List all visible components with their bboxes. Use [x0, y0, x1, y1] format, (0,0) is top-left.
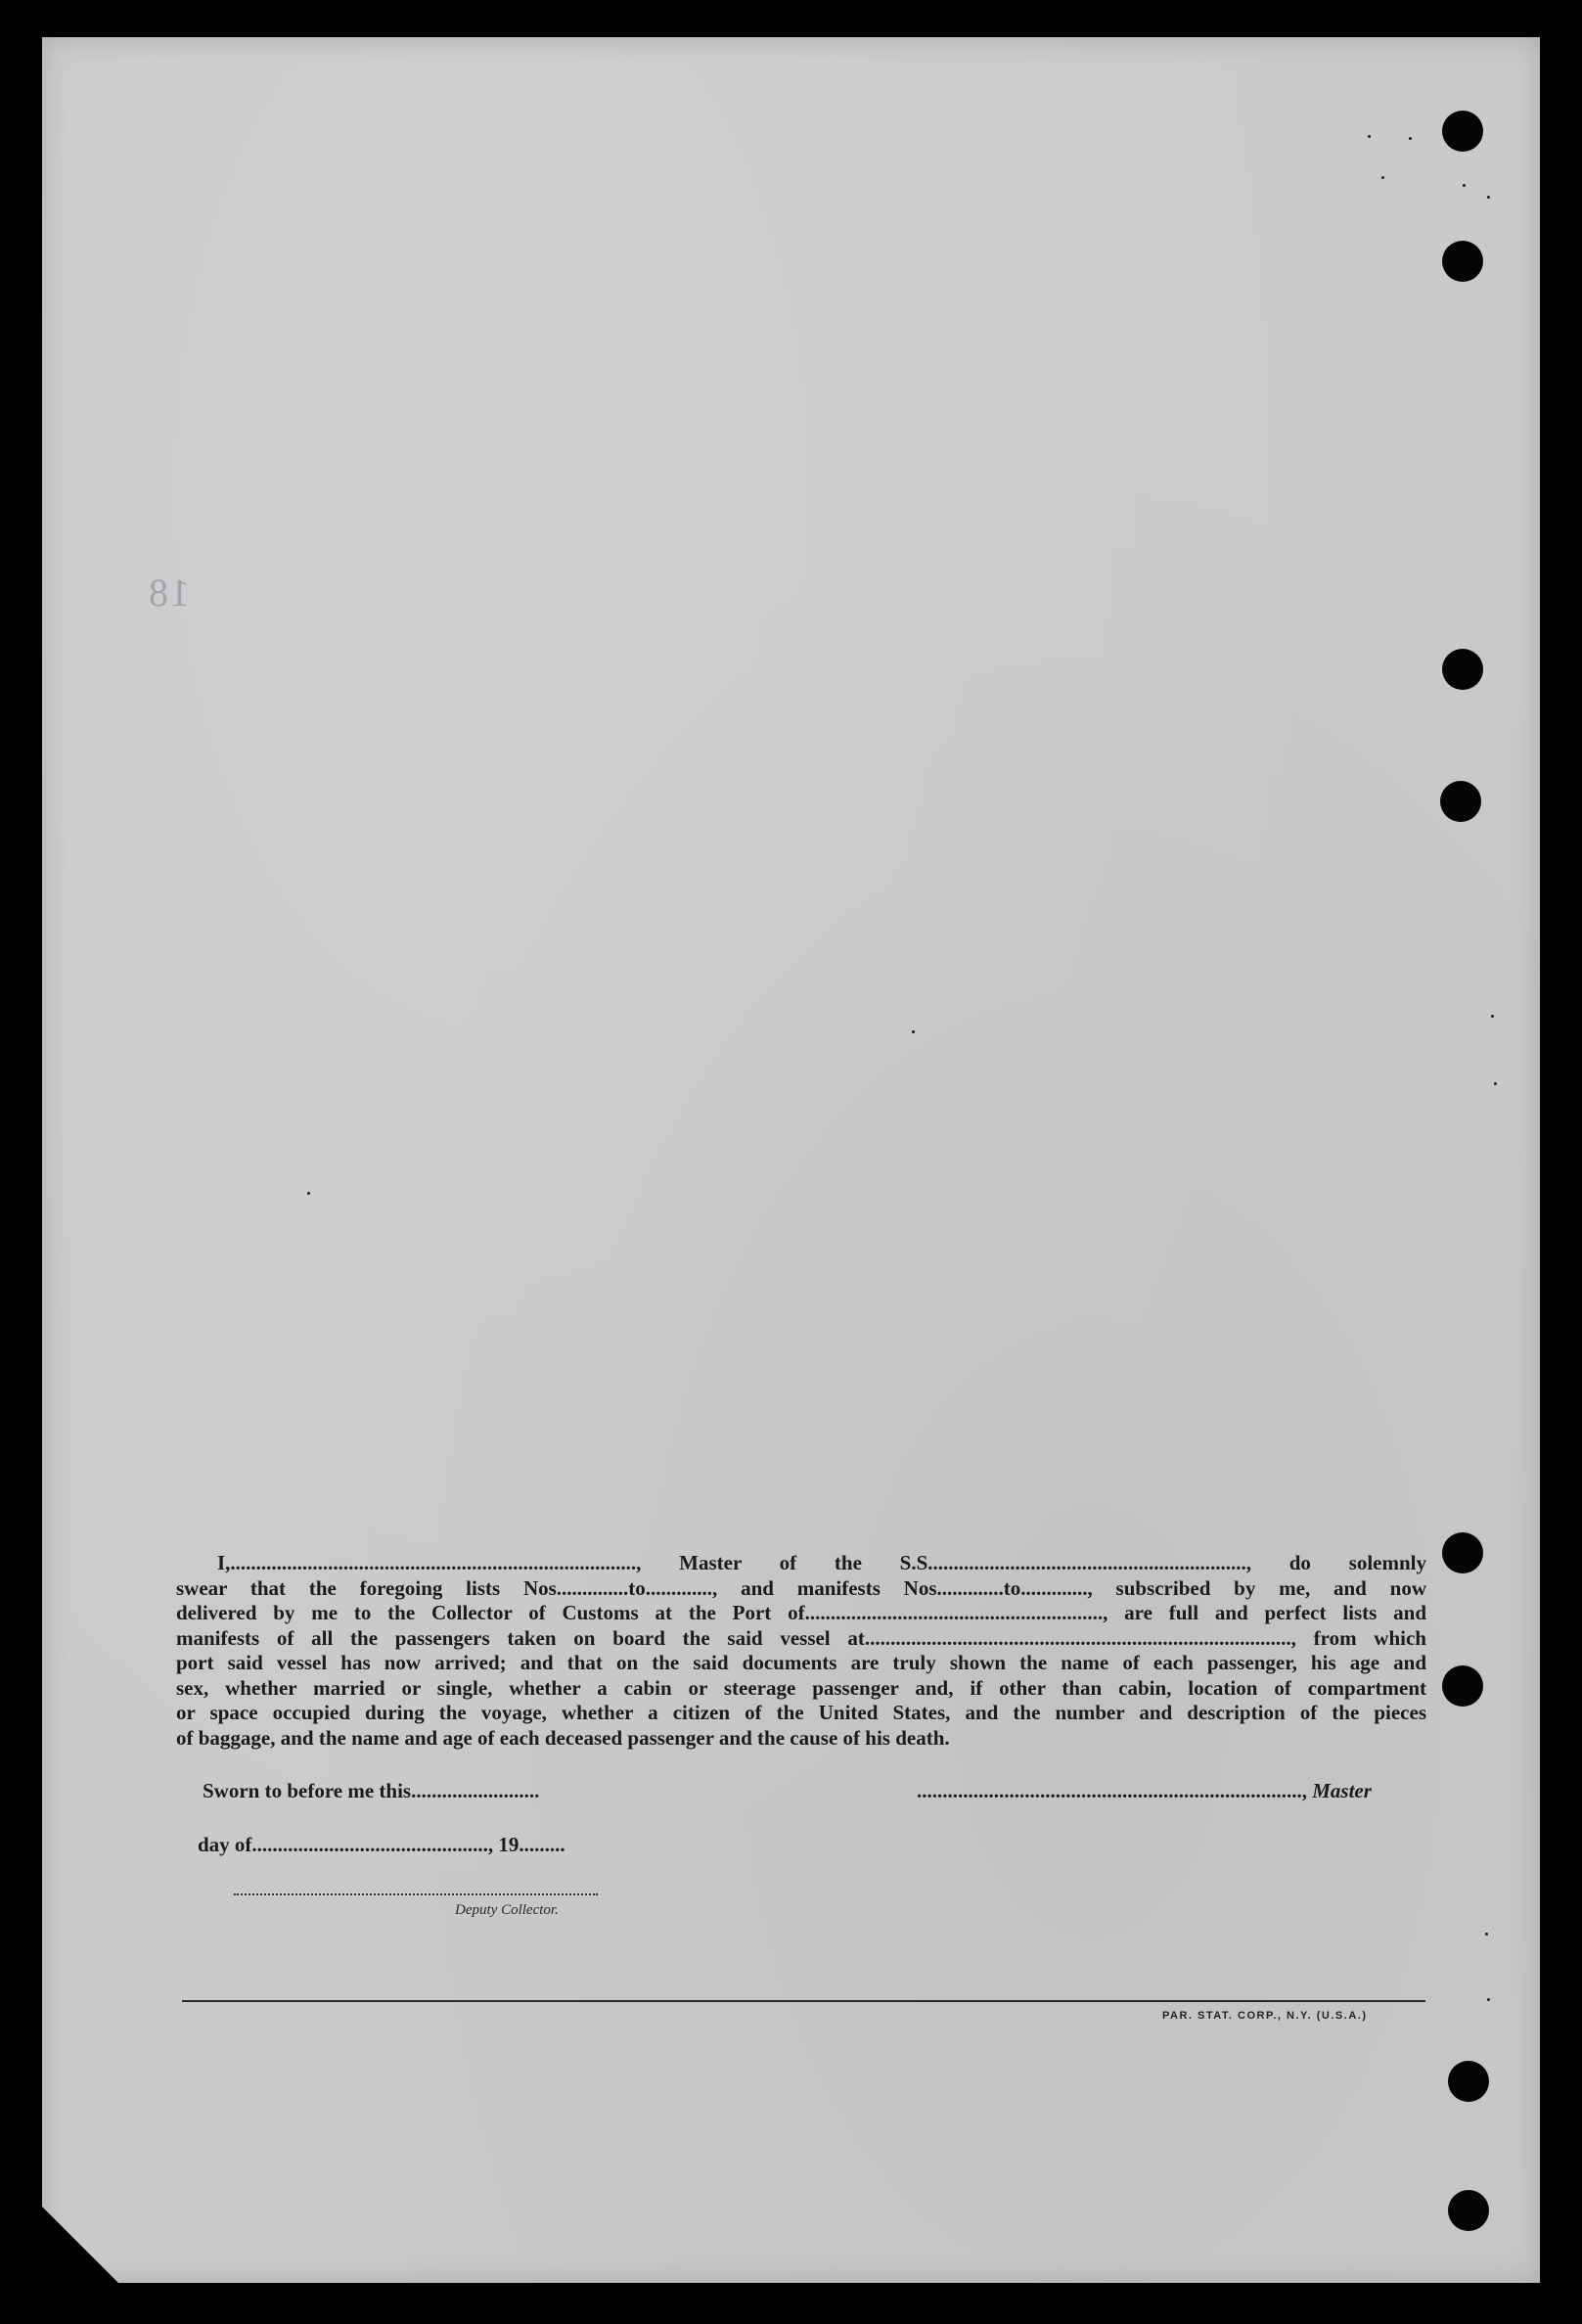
oath-line: manifests of all the passengers taken on board the said vessel at..................................................................................., from which	[176, 1625, 1426, 1650]
scan-speck	[1463, 184, 1466, 187]
scan-speck	[1487, 1998, 1490, 2001]
folded-corner	[42, 2207, 118, 2283]
deputy-signature-rule	[234, 1893, 598, 1895]
master-signature-line	[917, 1779, 1372, 1803]
punch-hole	[1440, 781, 1481, 822]
scan-speck	[1494, 1082, 1497, 1085]
oath-line: swear that the foregoing lists Nos..............to............., and manifests Nos.............to............., subscribed by me, and now	[176, 1575, 1426, 1600]
scan-speck	[307, 1192, 310, 1195]
scan-speck	[912, 1030, 915, 1033]
punch-hole	[1442, 1665, 1483, 1707]
punch-hole	[1442, 649, 1483, 690]
scan-speck	[1409, 137, 1412, 140]
punch-hole	[1442, 241, 1483, 282]
oath-line: port said vessel has now arrived; and that on the said documents are truly shown the name of each passenger, his age and	[176, 1651, 1426, 1674]
master-label: Master	[1312, 1779, 1372, 1802]
master-signature-dots: ...........................................................................,	[917, 1779, 1313, 1802]
punch-hole	[1448, 2061, 1489, 2102]
oath-line: or space occupied during the voyage, whether a citizen of the United States, and the number and description of the pieces	[176, 1701, 1426, 1724]
scan-speck	[1381, 176, 1384, 179]
day-of-line: day of.............................................., 19.........	[198, 1833, 565, 1856]
sworn-before-line: Sworn to before me this.........................	[203, 1779, 540, 1802]
punch-hole	[1448, 2190, 1489, 2231]
scan-speck	[1487, 196, 1490, 199]
printer-imprint: PAR. STAT. CORP., N.Y. (U.S.A.)	[1162, 2010, 1368, 2022]
scan-speck	[1491, 1015, 1494, 1018]
scan-speck	[1368, 135, 1371, 138]
oath-line: sex, whether married or single, whether a cabin or steerage passenger and, if other than cabin, location of compartment	[176, 1675, 1426, 1700]
paper-sheet	[42, 37, 1540, 2283]
deputy-collector-label: Deputy Collector.	[455, 1902, 559, 1918]
oath-paragraph	[176, 1551, 1426, 1751]
punch-hole	[1442, 1532, 1483, 1573]
punch-hole	[1442, 111, 1483, 152]
scan-speck	[1485, 1933, 1488, 1936]
footer-rule	[182, 2000, 1425, 2002]
oath-line: of baggage, and the name and age of each deceased passenger and the cause of his death.	[176, 1725, 950, 1750]
oath-line: I,..............................................................................., Master of the S.S.............................................................., do solemnly	[217, 1551, 1426, 1574]
oath-line: delivered by me to the Collector of Customs at the Port of.........................................................., are full and perfect lists and	[176, 1601, 1426, 1624]
bleed-through-number: 18	[147, 570, 190, 615]
